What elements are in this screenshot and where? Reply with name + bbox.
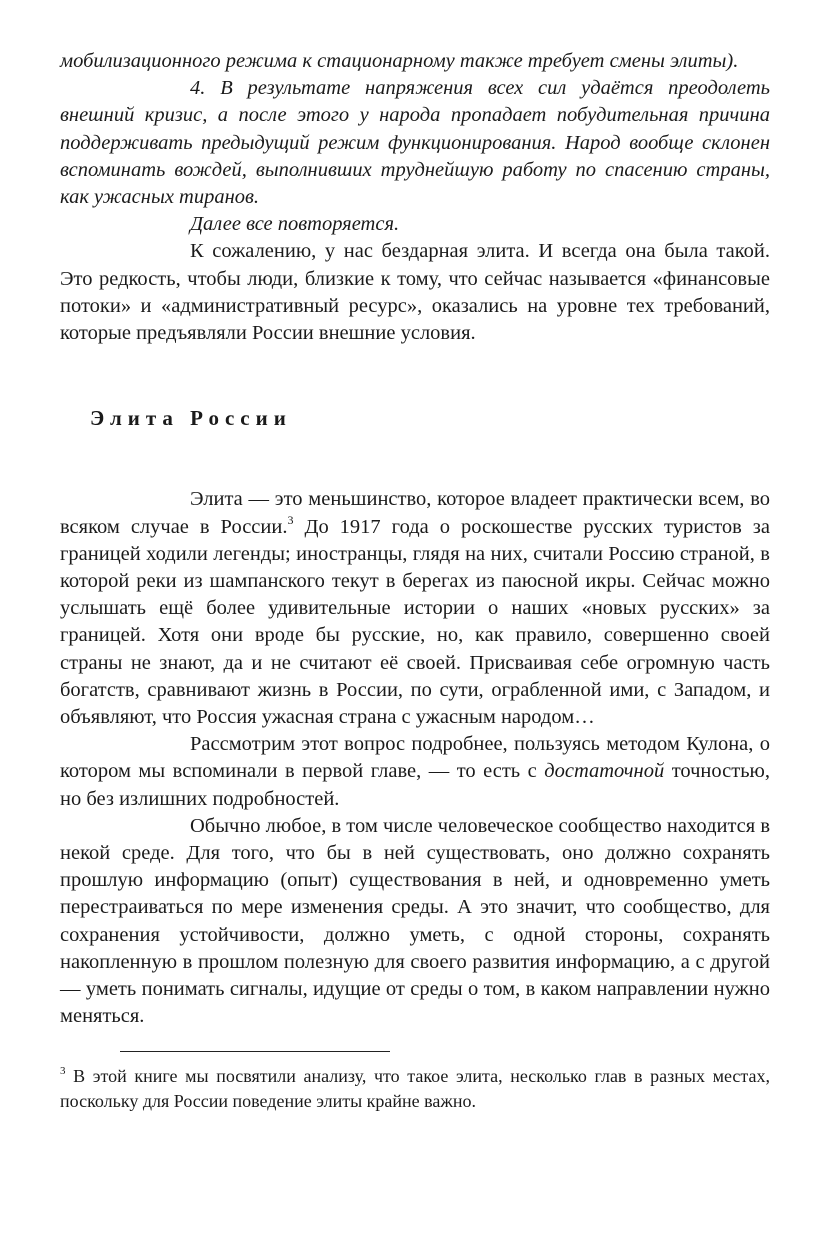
p1-text-after: До 1917 года о роскошестве русских туристов за границей ходили легенды; иностранцы, глядя на них, считали Россию страной, в которой реки из шампанского текут в берегах из паюсной икры. Сейчас можно услышать ещё более удивительные истории о наших «новых русских» за границей. Хотя они вроде бы русские, но, как правило, совершенно своей страны не знают, да и не считают её своей. Присваивая себе огромную часть богатств, сравнивают жизнь в России, по сути, ограбленной ими, с Западом, и объявляют, что Россия ужасная страна с ужасным народом… <box>60 515 770 729</box>
footnote-number: 3 <box>60 1064 66 1077</box>
paragraph-coulomb-method <box>60 731 770 813</box>
footnote <box>60 1064 770 1115</box>
p1-text-before: Элита — это меньшинство, которое владеет практически всем, во всяком случае в России. <box>60 488 770 538</box>
paragraph-point-4: 4. В результате напряжения всех сил удаётся преодолеть внешний кризис, а после этого у народа пропадает побудительная причина поддерживать предыдущий режим функционирования. Народ вообще склонен вспоминать вождей, выполнивших труднейшую работу по спасению страны, как ужасных тиранов. <box>60 77 770 209</box>
p2-text-before: Рассмотрим этот вопрос подробнее, пользуясь методом Кулона, о котором мы вспоминали в первой главе, — то есть с <box>60 733 770 783</box>
p2-emphasis: достаточной <box>544 760 665 783</box>
section-title: Элита России <box>90 406 292 431</box>
paragraph-elite-critique: К сожалению, у нас бездарная элита. И всегда она была такой. Это редкость, чтобы люди, близкие к тому, что сейчас называется «финансовые потоки» и «административный ресурс», оказались на уровне тех требований, которые предъявляли России внешние условия. <box>60 240 770 345</box>
paragraph-community-environment: Обычно любое, в том числе человеческое сообщество находится в некой среде. Для того, что бы в ней существовать, оно должно сохранять прошлую информацию (опыт) существования в ней, и одновременно уметь перестраиваться по мере изменения среды. А это значит, что сообщество, для сохранения устойчивости, должно уметь, с одной стороны, сохранять накопленную в прошлом полезную для своего развития информацию, а с другой — уметь понимать сигналы, идущие от среды о том, в каком направлении нужно меняться. <box>60 814 771 1028</box>
footnote-separator <box>120 1051 390 1052</box>
paragraph-continuation: мобилизационного режима к стационарному также требует смены элиты). <box>60 50 739 72</box>
document-page <box>60 48 770 1115</box>
paragraph-repeat-note: Далее все повторяется. <box>190 213 400 236</box>
footnote-text: В этой книге мы посвятили анализу, что такое элита, несколько глав в разных местах, поскольку для России поведение элиты крайне важно. <box>60 1065 770 1111</box>
footnote-ref[interactable]: 3 <box>287 512 294 527</box>
paragraph-elite-definition <box>60 486 770 731</box>
p2-text-after: точностью, но без излишних подробностей. <box>60 760 771 810</box>
